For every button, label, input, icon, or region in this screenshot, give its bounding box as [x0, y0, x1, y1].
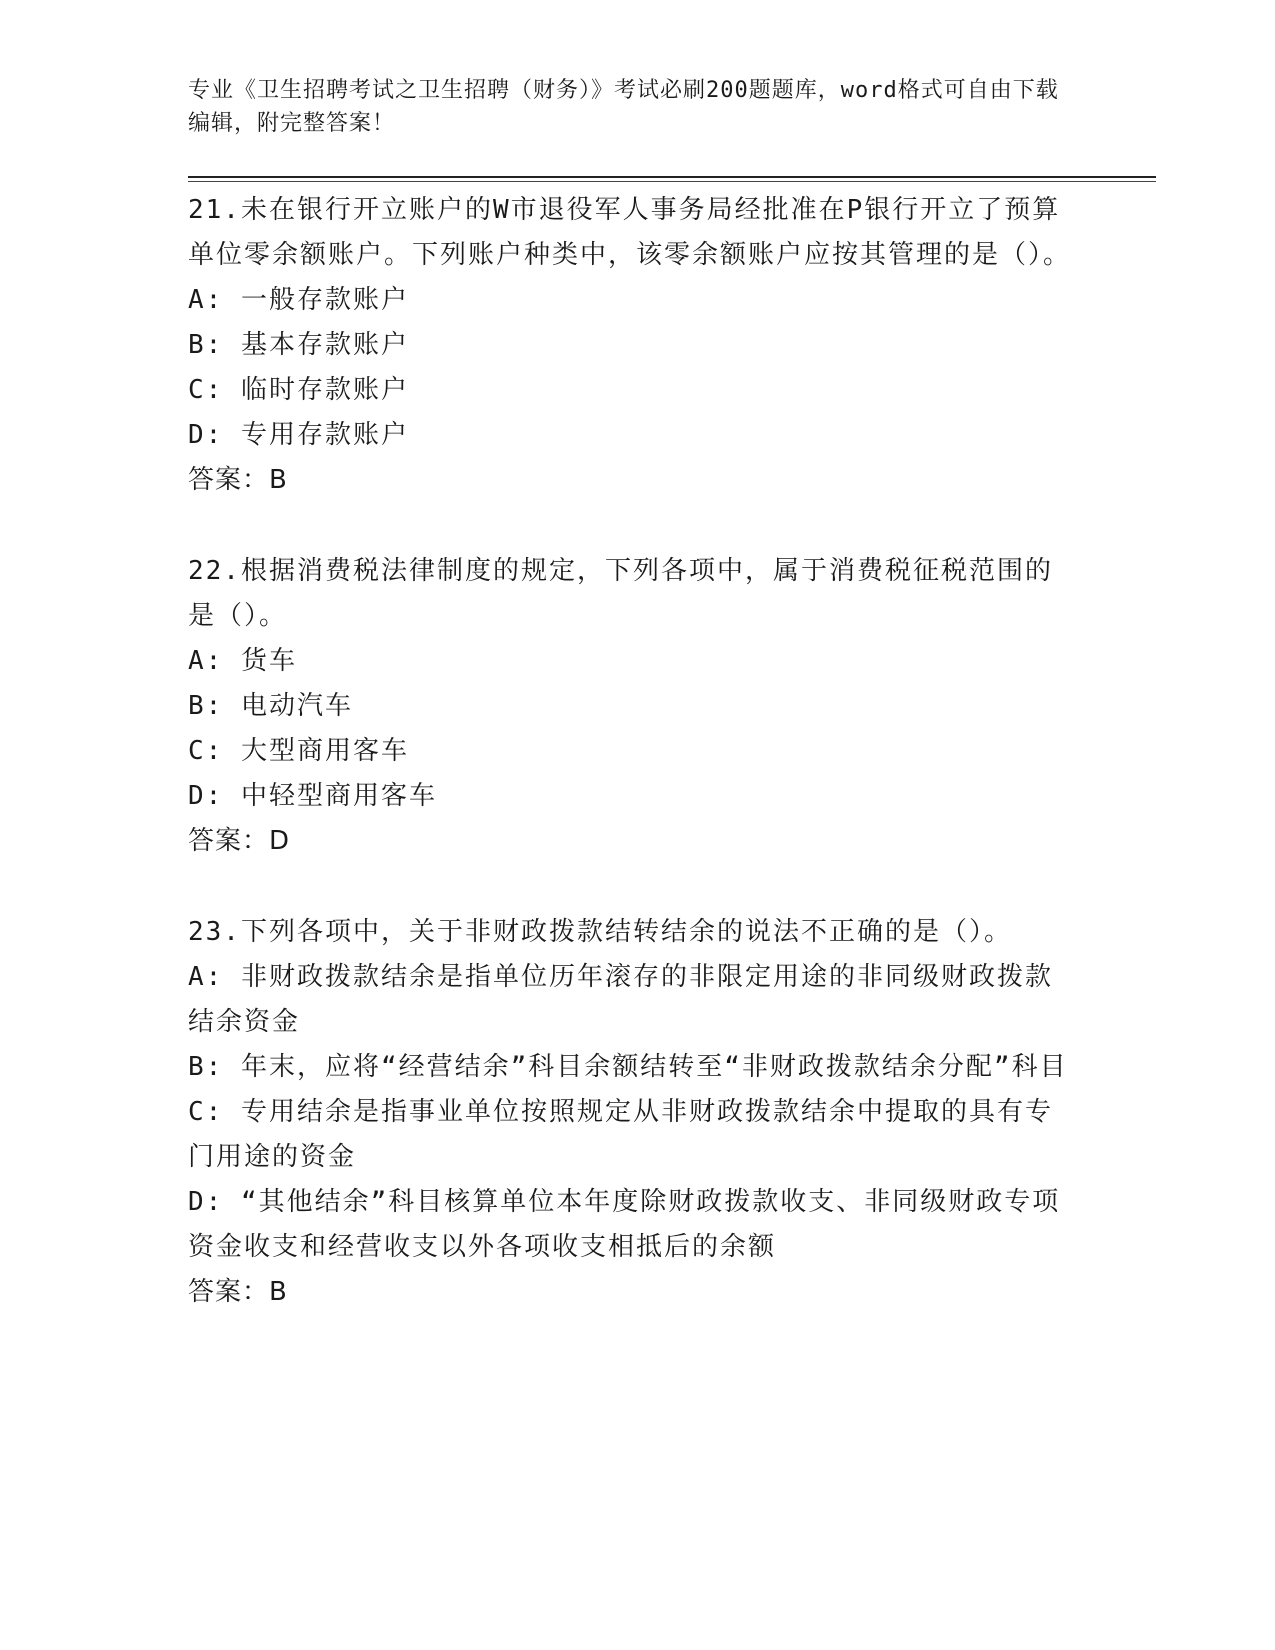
option-b: B: 基本存款账户 [188, 330, 409, 360]
option-a: A: 非财政拨款结余是指单位历年滚存的非限定用途的非同级财政拨款结余资金 [188, 962, 1053, 1037]
question-22 [188, 549, 1078, 864]
option-d: D: 中轻型商用客车 [188, 781, 437, 811]
question-21 [188, 188, 1078, 503]
option-b: B: 电动汽车 [188, 691, 353, 721]
answer-line: 答案：D [188, 826, 291, 856]
header-divider-thin [188, 181, 1156, 182]
question-stem: 23.下列各项中，关于非财政拨款结转结余的说法不正确的是（）。 [188, 917, 1012, 947]
question-list [188, 188, 1078, 1361]
option-c: C: 大型商用客车 [188, 736, 409, 766]
option-c: C: 专用结余是指事业单位按照规定从非财政拨款结余中提取的具有专门用途的资金 [188, 1097, 1053, 1172]
option-d: D: “其他结余”科目核算单位本年度除财政拨款收支、非同级财政专项资金收支和经营收支以外各项收支相抵后的余额 [188, 1187, 1061, 1262]
answer-line: 答案：B [188, 1277, 288, 1307]
header-divider-thick [188, 176, 1156, 178]
question-stem: 21.未在银行开立账户的W市退役军人事务局经批准在P银行开立了预算单位零余额账户。下列账户种类中，该零余额账户应按其管理的是（）。 [188, 195, 1072, 270]
option-a: A: 一般存款账户 [188, 285, 409, 315]
answer-line: 答案：B [188, 465, 288, 495]
option-b: B: 年末，应将“经营结余”科目余额结转至“非财政拨款结余分配”科目 [188, 1052, 1068, 1082]
question-stem: 22.根据消费税法律制度的规定，下列各项中，属于消费税征税范围的是（）。 [188, 556, 1053, 631]
question-23 [188, 910, 1078, 1315]
option-d: D: 专用存款账户 [188, 420, 409, 450]
option-a: A: 货车 [188, 646, 297, 676]
document-header: 专业《卫生招聘考试之卫生招聘（财务）》考试必刷200题题库，word格式可自由下载编辑，附完整答案！ [188, 78, 1059, 136]
option-c: C: 临时存款账户 [188, 375, 409, 405]
